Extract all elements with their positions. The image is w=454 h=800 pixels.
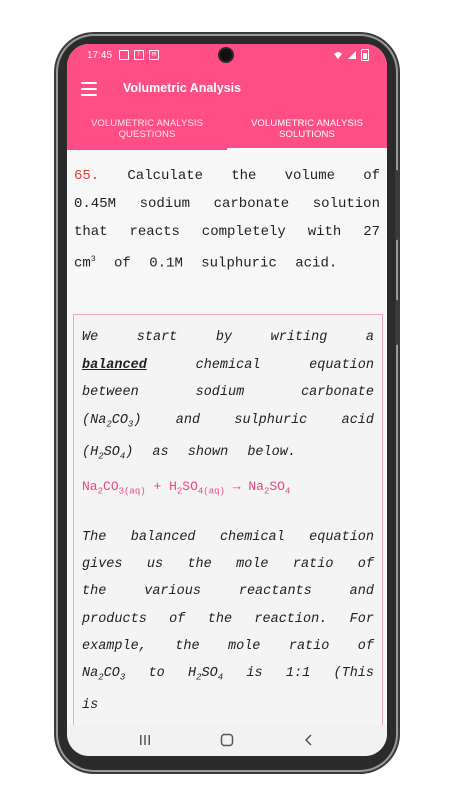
status-bar [67, 44, 387, 68]
eq-p1-m: SO [269, 479, 285, 494]
volume-button [395, 170, 398, 240]
tab-bar [67, 110, 387, 150]
menu-icon[interactable] [81, 82, 97, 96]
mail-notification-icon: ✉ [149, 50, 159, 60]
eq-r2-s1: 2 [176, 486, 183, 497]
tab-solutions-line1: VOLUMETRIC ANALYSIS [250, 118, 364, 129]
eq-plus: + [153, 479, 162, 494]
navigation-bar [67, 725, 387, 756]
answer-box [73, 314, 383, 725]
tab-questions-line1: VOLUMETRIC ANALYSIS [90, 118, 204, 129]
para2-s2: 3 [119, 672, 126, 683]
para2-end: is 1:1 (This is [82, 666, 375, 713]
unit-superscript: 3 [90, 255, 96, 264]
formula2-mid: SO [103, 444, 120, 460]
para2-s1: 2 [98, 672, 104, 683]
answer-intro: We start by writing a [82, 330, 374, 345]
eq-r1: Na [82, 479, 98, 494]
para2-start: The balanced chemical equation gives us the mole ratio of the various reactants and products of the reaction. For example, the mole ratio of Na [82, 530, 374, 682]
formula2-sub2: 4 [119, 451, 126, 462]
question-text [74, 162, 380, 278]
app-notification-icon: ! [134, 50, 144, 60]
question-number: 65. [74, 168, 100, 184]
recent-apps-icon[interactable] [135, 730, 155, 750]
formula1-sub1: 2 [106, 419, 112, 430]
answer-bold-word: balanced [82, 357, 147, 373]
para2-m: CO [103, 666, 120, 682]
answer-and-text: ) and sulphuric acid (H [82, 412, 374, 460]
eq-r2-m: SO [182, 479, 198, 494]
status-time: 17:45 [87, 50, 113, 61]
wifi-icon [333, 50, 343, 60]
eq-r1-m: CO [103, 479, 119, 494]
formula1-sub2: 3 [127, 419, 134, 430]
answer-paragraph-1 [82, 324, 374, 471]
para2-s3: 2 [196, 672, 202, 683]
tab-questions[interactable] [67, 110, 227, 150]
answer-end-text: ) as shown below. [125, 444, 296, 460]
power-button [395, 300, 398, 345]
question-body: Calculate the volume of 0.45M sodium carbonate solution that reacts completely with 27 cm [74, 168, 380, 272]
eq-arrow-icon: → [232, 479, 241, 494]
notification-icons [119, 50, 159, 60]
eq-p1: Na [248, 479, 264, 494]
app-title: Volumetric Analysis [123, 81, 242, 95]
app-bar [67, 68, 387, 110]
signal-icon [347, 50, 357, 60]
screen [67, 44, 387, 756]
para2-m2: SO [201, 666, 218, 682]
eq-p1-s1: 2 [263, 486, 270, 497]
back-icon[interactable] [299, 730, 319, 750]
home-icon[interactable] [217, 730, 237, 750]
para2-s4: 4 [217, 672, 224, 683]
system-icons [333, 49, 369, 61]
tab-solutions[interactable] [227, 110, 387, 150]
eq-p1-s2: 4 [284, 486, 291, 497]
question-ending: of 0.1M sulphuric acid. [114, 255, 338, 272]
eq-r2-s2: 4(aq) [197, 486, 225, 497]
para2-to: to H [148, 666, 197, 682]
solution-content[interactable] [67, 150, 387, 725]
image-notification-icon [119, 50, 129, 60]
formula2-sub1: 2 [98, 451, 104, 462]
eq-r2: H [169, 479, 177, 494]
camera-hole [220, 49, 232, 61]
battery-icon [361, 49, 369, 61]
formula1-mid: CO [111, 412, 128, 428]
eq-r1-s2: 3(aq) [118, 486, 146, 497]
eq-r1-s1: 2 [97, 486, 104, 497]
chemical-equation [82, 479, 382, 497]
answer-mid: chemical equation between sodium carbonate (Na [82, 357, 374, 428]
tab-solutions-line2: SOLUTIONS [279, 129, 335, 140]
tab-questions-line2: QUESTIONS [118, 129, 176, 140]
answer-paragraph-2 [82, 524, 374, 719]
